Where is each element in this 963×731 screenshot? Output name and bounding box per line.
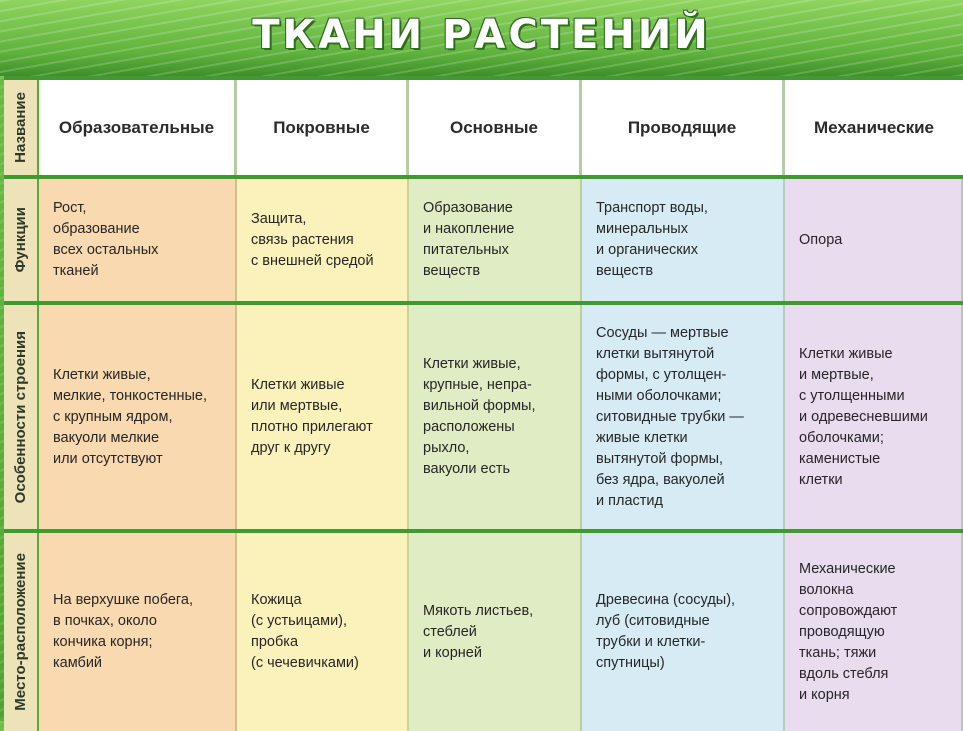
table-cell: Опора (785, 179, 963, 301)
column-header (39, 80, 237, 175)
row-header-label: Функции (12, 207, 29, 273)
row-header-functions (4, 179, 39, 301)
column-header-label: Образовательные (58, 117, 215, 137)
table-cell: Механические волокна сопровождают проводящую ткань; тяжи вдоль стебля и корня (785, 533, 963, 731)
row-header-name (4, 80, 39, 175)
table-cell: Клетки живые и мертвые, с утолщенными и одревесневшими оболочками; каменистые клетки (785, 305, 963, 529)
column-header (582, 80, 785, 175)
page-title: ТКАНИ РАСТЕНИЙ (252, 12, 711, 58)
row-header-location (4, 533, 39, 731)
table-cell: Рост, образование всех остальных тканей (39, 179, 237, 301)
table-cell: Клетки живые или мертвые, плотно прилегают друг к другу (237, 305, 409, 529)
table-cell: Клетки живые, крупные, непра- вильной формы, расположены рыхло, вакуоли есть (409, 305, 582, 529)
column-header-label: Механические (814, 117, 934, 137)
column-header (409, 80, 582, 175)
column-header-label: Основные (449, 117, 539, 137)
table-cell: Мякоть листьев, стеблей и корней (409, 533, 582, 731)
tissue-table (4, 76, 963, 723)
row-header-label: Название (12, 92, 29, 163)
table-cell: На верхушке побега, в почках, около кончика корня; камбий (39, 533, 237, 731)
column-header-label: Покровные (273, 117, 370, 137)
column-header (237, 80, 409, 175)
row-header-label: Особенности строения (12, 330, 29, 504)
table-cell: Образование и накопление питательных веществ (409, 179, 582, 301)
table-cell: Сосуды — мертвые клетки вытянутой формы, с утолщен- ными оболочками; ситовидные трубки — живые клетки вытянутой формы, без ядра, вакуолей и пластид (582, 305, 785, 529)
table-cell: Клетки живые, мелкие, тонкостенные, с крупным ядром, вакуоли мелкие или отсутствуют (39, 305, 237, 529)
table-cell: Транспорт воды, минеральных и органических веществ (582, 179, 785, 301)
column-header (785, 80, 963, 175)
title-band (0, 0, 963, 76)
table-cell: Древесина (сосуды), луб (ситовидные трубки и клетки- спутницы) (582, 533, 785, 731)
column-header-label: Проводящие (627, 117, 737, 137)
table-cell: Кожица (с устьицами), пробка (с чечевичками) (237, 533, 409, 731)
table-cell: Защита, связь растения с внешней средой (237, 179, 409, 301)
row-header-structure (4, 305, 39, 529)
row-header-label: Место-расположение (12, 553, 29, 711)
